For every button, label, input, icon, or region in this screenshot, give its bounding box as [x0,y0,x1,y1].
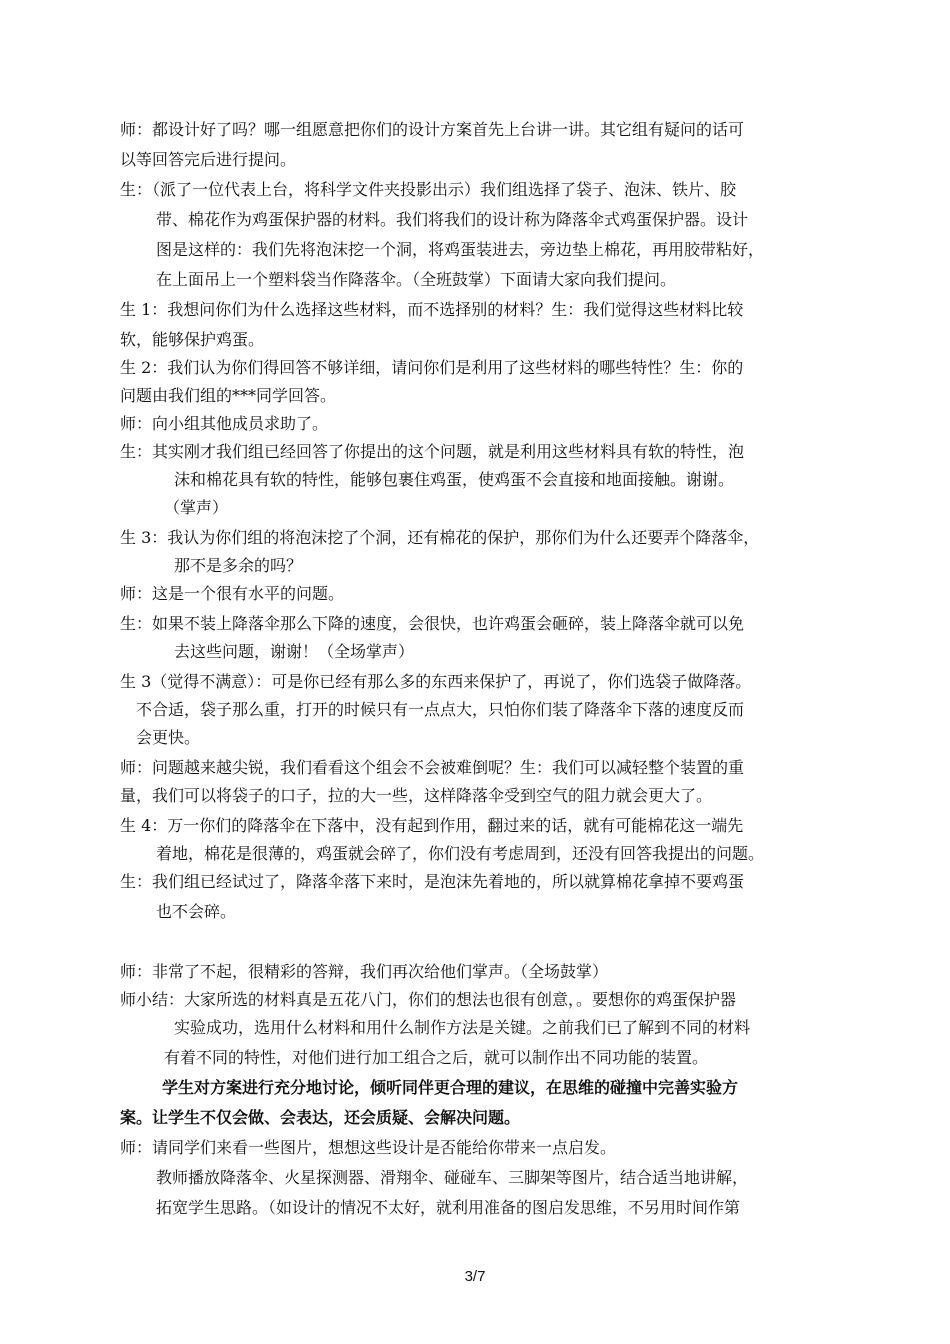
text-line: 沫和棉花具有软的特性，能够包裹住鸡蛋，使鸡蛋不会直接和地面接触。谢谢。 [174,470,735,489]
text-line: 也不会碎。 [156,902,237,921]
text-line: 会更快。 [136,728,201,747]
text-line: 那不是多余的吗？ [174,556,303,575]
text-line: 去这些问题，谢谢！（全场掌声） [174,642,415,661]
text-line: （掌声） [164,498,229,517]
text-line: 师：向小组其他成员求助了。 [120,414,329,433]
text-line: 生：（派了一位代表上台，将科学文件夹投影出示）我们组选择了袋子、泡沫、铁片、胶 [120,180,737,199]
text-line: 有着不同的特性，对他们进行加工组合之后，就可以制作出不同功能的装置。 [164,1048,709,1067]
text-line: 生 2：我们认为你们得回答不够详细，请问你们是利用了这些材料的哪些特性？生：你的 [120,358,744,377]
page-number: 3/7 [464,1268,486,1285]
text-line: 师：请同学们来看一些图片，想想这些设计是否能给你带来一点启发。 [120,1138,617,1157]
text-line: 教师播放降落伞、火星探测器、滑翔伞、碰碰车、三脚架等图片，结合适当地讲解， [156,1168,749,1187]
text-line: 量，我们可以将袋子的口子，拉的大一些，这样降落伞受到空气的阻力就会更大了。 [120,786,713,805]
text-line: 师：问题越来越尖锐，我们看看这个组会不会被难倒呢？生：我们可以减轻整个装置的重 [120,758,745,777]
text-line: 生 4：万一你们的降落伞在下落中，没有起到作用，翻过来的话，就有可能棉花这一端先 [120,816,744,835]
text-line: 生：如果不装上降落伞那么下降的速度，会很快，也许鸡蛋会砸碎，装上降落伞就可以免 [120,614,745,633]
text-line: 问题由我们组的***同学回答。 [120,386,337,405]
text-line: 着地，棉花是很薄的，鸡蛋就会碎了，你们没有考虑周到，还没有回答我提出的问题。 [156,844,765,863]
text-line: 生 1：我想问你们为什么选择这些材料，而不选择别的材料？生：我们觉得这些材料比较 [120,300,744,319]
text-line: 软，能够保护鸡蛋。 [120,330,265,349]
text-line: 图是这样的：我们先将泡沫挖一个洞，将鸡蛋装进去，旁边垫上棉花，再用胶带粘好， [156,240,765,259]
bold-text-line: 学生对方案进行充分地讨论，倾听同伴更合理的建议，在思维的碰撞中完善实验方 [162,1078,739,1097]
text-line: 师小结：大家所选的材料真是五花八门，你们的想法也很有创意，。要想你的鸡蛋保护器 [120,990,737,1009]
text-line: 师：非常了不起，很精彩的答辩，我们再次给他们掌声。（全场鼓掌） [120,962,609,981]
text-line: 拓宽学生思路。（如设计的情况不太好，就利用准备的图启发思维，不另用时间作第 [156,1198,741,1217]
text-line: 师：都设计好了吗？哪一组愿意把你们的设计方案首先上台讲一讲。其它组有疑问的话可 [120,120,745,139]
text-line: 以等回答完后进行提问。 [120,150,297,169]
bold-text-line: 案。让学生不仅会做、会表达，还会质疑、会解决问题。 [120,1108,521,1127]
text-line: 生：我们组已经试过了，降落伞落下来时，是泡沫先着地的，所以就算棉花拿掉不要鸡蛋 [120,872,745,891]
text-line: 带、棉花作为鸡蛋保护器的材料。我们将我们的设计称为降落伞式鸡蛋保护器。设计 [156,210,749,229]
text-line: 生 3：我认为你们组的将泡沫挖了个洞，还有棉花的保护，那你们为什么还要弄个降落伞， [120,528,760,547]
text-line: 实验成功，选用什么材料和用什么制作方法是关键。之前我们已了解到不同的材料 [174,1018,751,1037]
text-line: 不合适，袋子那么重，打开的时候只有一点点大，只怕你们装了降落伞下落的速度反而 [136,700,745,719]
text-line: 生 3（觉得不满意）：可是你已经有那么多的东西来保护了，再说了，你们选袋子做降落。 [120,672,752,691]
text-line: 生：其实刚才我们组已经回答了你提出的这个问题，就是利用这些材料具有软的特性，泡 [120,442,745,461]
text-line: 师：这是一个很有水平的问题。 [120,584,345,603]
text-line: 在上面吊上一个塑料袋当作降落伞。（全班鼓掌）下面请大家向我们提问。 [156,270,677,289]
